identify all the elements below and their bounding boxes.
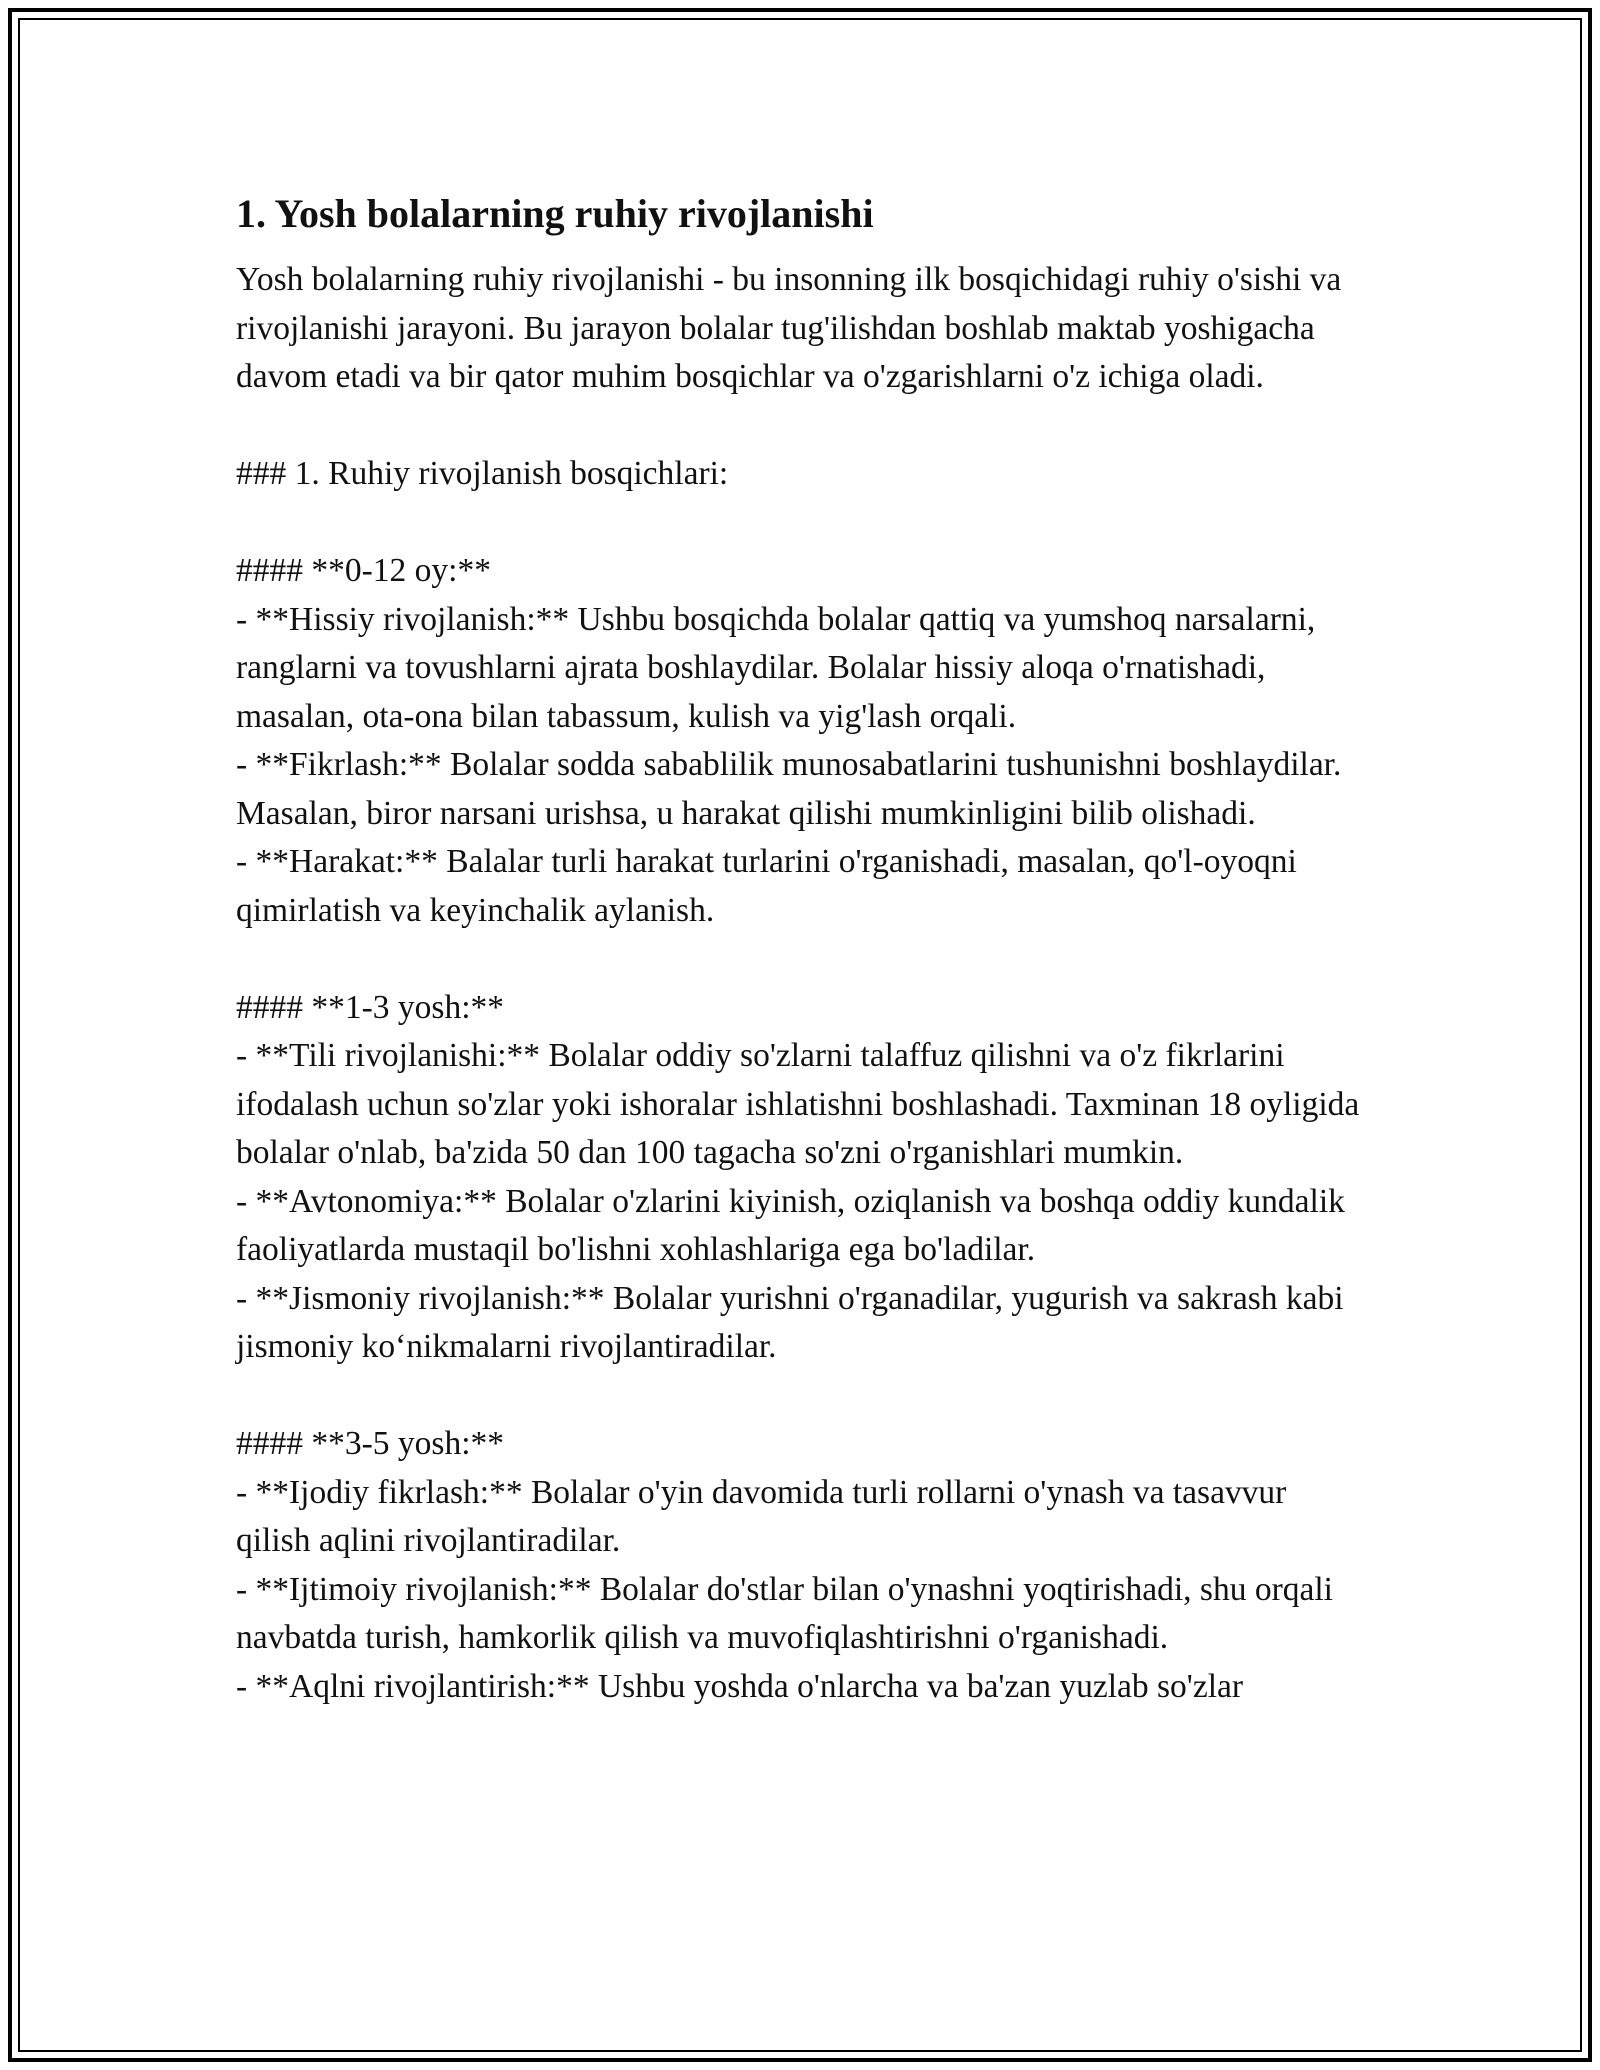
paragraph-gap	[236, 402, 1366, 451]
list-item: - **Avtonomiya:** Bolalar o'zlarini kiyinish, oziqlanish va boshqa oddiy kundalik faoliyatlarda mustaqil bo'lishni xohlashlariga ega bo'ladilar.	[236, 1182, 1345, 1268]
stage-heading: #### **0-12 oy:**	[236, 552, 491, 589]
list-item: - **Hissiy rivojlanish:** Ushbu bosqichda bolalar qattiq va yumshoq narsalarni, ranglarni va tovushlarni ajrata boshlaydilar. Bolalar hissiy aloqa o'rnatishadi, masalan, ota-ona bilan tabassum, kulish va yig'lash orqali.	[236, 600, 1316, 735]
document-title: 1. Yosh bolalarning ruhiy rivojlanishi	[236, 191, 874, 236]
list-item: - **Harakat:** Balalar turli harakat turlarini o'rganishadi, masalan, qo'l-oyoqni qimirlatish va keyinchalik aylanish.	[236, 843, 1297, 929]
section-heading: ### 1. Ruhiy rivojlanish bosqichlari:	[236, 455, 729, 492]
list-item: - **Fikrlash:** Bolalar sodda sabablilik munosabatlarini tushunishni boshlaydilar. Masalan, biror narsani urishsa, u harakat qilishi mumkinligini bilib olishadi.	[236, 746, 1342, 832]
list-item: - **Jismoniy rivojlanish:** Bolalar yurishni o'rganadilar, yugurish va sakrash kabi jismoniy ko‘nikmalarni rivojlantiradilar.	[236, 1279, 1344, 1365]
stage-heading: #### **3-5 yosh:**	[236, 1425, 504, 1462]
document-body	[236, 186, 1366, 1711]
list-item: - **Aqlni rivojlantirish:** Ushbu yoshda o'nlarcha va ba'zan yuzlab so'zlar	[236, 1667, 1244, 1705]
list-item: - **Tili rivojlanishi:** Bolalar oddiy so'zlarni talaffuz qilishni va o'z fikrlarini ifodalash uchun so'zlar yoki ishoralar ishlatishni boshlashadi. Taxminan 18 oyligida bolalar o'nlab, ba'zida 50 dan 100 tagacha so'zni o'rganishlari mumkin.	[236, 1037, 1360, 1171]
intro-paragraph: Yosh bolalarning ruhiy rivojlanishi - bu insonning ilk bosqichidagi ruhiy o'sishi va rivojlanishi jarayoni. Bu jarayon bolalar tug'ilishdan boshlab maktab yoshigacha davom etadi va bir qator muhim bosqichlar va o'zgarishlarni o'z ichiga oladi.	[236, 261, 1342, 395]
paragraph-gap	[236, 1372, 1366, 1421]
list-item: - **Ijtimoiy rivojlanish:** Bolalar do'stlar bilan o'ynashni yoqtirishadi, shu orqali navbatda turish, hamkorlik qilish va muvofiqlashtirishni o'rganishadi.	[236, 1570, 1333, 1656]
stage-heading: #### **1-3 yosh:**	[236, 988, 504, 1026]
paragraph-gap	[236, 935, 1366, 984]
list-item: - **Ijodiy fikrlash:** Bolalar o'yin davomida turli rollarni o'ynash va tasavvur qilish aqlini rivojlantiradilar.	[236, 1473, 1287, 1559]
paragraph-gap	[236, 499, 1366, 548]
